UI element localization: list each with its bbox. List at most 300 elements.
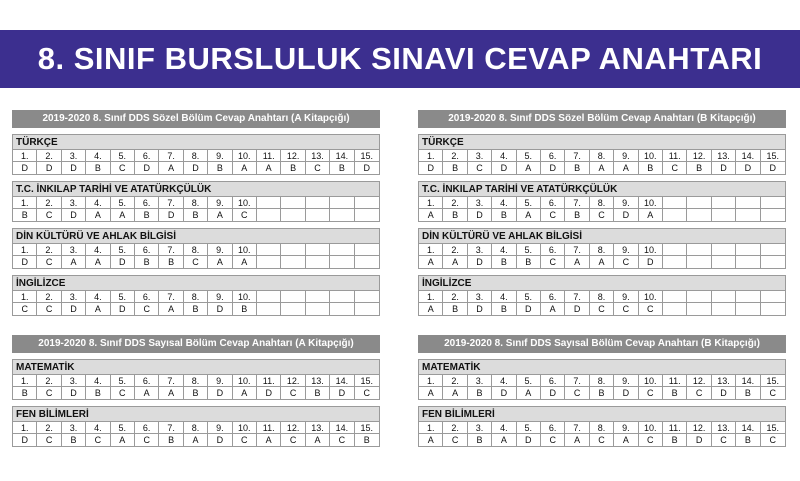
answer-cell: B	[281, 162, 305, 174]
question-number-cell: 9.	[208, 375, 232, 387]
question-number-cell: 6.	[541, 375, 565, 387]
question-number-cell: 9.	[614, 375, 638, 387]
question-number-cell	[687, 244, 711, 256]
answer-cell: C	[639, 303, 663, 315]
answer-cell: C	[135, 434, 159, 446]
answer-cell: C	[468, 162, 492, 174]
answer-cell: C	[541, 209, 565, 221]
answer-cell	[257, 303, 281, 315]
question-number-cell: 5.	[111, 197, 135, 209]
answer-cell: D	[135, 162, 159, 174]
answer-cell: D	[13, 434, 37, 446]
question-number-cell: 7.	[565, 244, 589, 256]
answer-cell: C	[639, 387, 663, 399]
question-number-cell: 2.	[443, 197, 467, 209]
question-number-cell: 9.	[208, 291, 232, 303]
question-number-cell: 11.	[257, 422, 281, 434]
question-number-cell: 10.	[233, 375, 257, 387]
answer-cell: A	[419, 303, 443, 315]
question-number-cell	[306, 197, 330, 209]
answer-section	[418, 275, 786, 316]
question-number-cell: 14.	[736, 150, 760, 162]
answer-grid	[419, 422, 785, 446]
question-number-cell: 1.	[419, 422, 443, 434]
answer-cell	[761, 303, 785, 315]
answer-cell: A	[443, 256, 467, 268]
question-number-cell: 2.	[37, 244, 61, 256]
question-number-cell: 5.	[111, 422, 135, 434]
question-number-cell: 10.	[233, 150, 257, 162]
answer-cell: B	[663, 387, 687, 399]
answer-cell	[330, 303, 354, 315]
question-number-cell: 4.	[492, 291, 516, 303]
answer-cell: D	[208, 434, 232, 446]
question-number-cell: 10.	[639, 422, 663, 434]
answer-section	[12, 228, 380, 269]
question-number-cell: 6.	[541, 150, 565, 162]
question-number-cell: 6.	[135, 291, 159, 303]
answer-cell: A	[159, 387, 183, 399]
question-number-cell: 3.	[62, 375, 86, 387]
question-number-cell	[330, 244, 354, 256]
answer-grid	[419, 244, 785, 268]
question-number-cell	[306, 291, 330, 303]
question-number-cell: 11.	[663, 422, 687, 434]
panel-title: 2019-2020 8. Sınıf DDS Sözel Bölüm Cevap Anahtarı (A Kitapçığı)	[12, 110, 380, 128]
answer-cell: C	[614, 256, 638, 268]
question-number-cell: 12.	[687, 150, 711, 162]
answer-cell: D	[614, 387, 638, 399]
answer-cell: B	[135, 209, 159, 221]
answer-cell: A	[233, 387, 257, 399]
answer-cell: B	[663, 434, 687, 446]
answer-cell: A	[443, 387, 467, 399]
question-number-cell: 3.	[468, 244, 492, 256]
question-number-cell: 2.	[443, 291, 467, 303]
answer-grid	[13, 197, 379, 221]
question-number-cell: 6.	[135, 244, 159, 256]
question-number-cell: 3.	[468, 291, 492, 303]
question-number-cell: 2.	[443, 422, 467, 434]
question-number-cell: 6.	[135, 422, 159, 434]
panel-sayisal-b	[418, 335, 786, 453]
answer-cell	[663, 303, 687, 315]
answer-cell: B	[233, 303, 257, 315]
question-number-cell: 7.	[159, 197, 183, 209]
answer-grid	[13, 291, 379, 315]
question-number-cell: 13.	[306, 422, 330, 434]
panel-title: 2019-2020 8. Sınıf DDS Sözel Bölüm Cevap Anahtarı (B Kitapçığı)	[418, 110, 786, 128]
question-number-cell: 8.	[184, 291, 208, 303]
answer-cell: A	[257, 162, 281, 174]
question-number-cell: 3.	[468, 197, 492, 209]
question-number-cell: 9.	[614, 291, 638, 303]
question-number-cell: 3.	[468, 150, 492, 162]
answer-cell: A	[590, 256, 614, 268]
question-number-cell: 15.	[761, 422, 785, 434]
section-heading: MATEMATİK	[13, 360, 379, 375]
question-number-cell: 5.	[517, 244, 541, 256]
question-number-cell: 8.	[590, 150, 614, 162]
answer-cell: C	[443, 434, 467, 446]
answer-cell: A	[306, 434, 330, 446]
answer-cell: A	[86, 256, 110, 268]
question-number-cell: 1.	[13, 422, 37, 434]
answer-section	[418, 228, 786, 269]
answer-cell: A	[135, 387, 159, 399]
answer-cell: A	[111, 434, 135, 446]
answer-cell: A	[233, 162, 257, 174]
answer-cell: C	[712, 434, 736, 446]
question-number-cell: 1.	[13, 291, 37, 303]
answer-cell: D	[517, 434, 541, 446]
question-number-cell: 5.	[111, 150, 135, 162]
answer-cell: A	[565, 256, 589, 268]
answer-cell: B	[330, 162, 354, 174]
answer-cell: A	[419, 387, 443, 399]
answer-cell	[355, 303, 379, 315]
answer-cell	[687, 209, 711, 221]
question-number-cell: 14.	[736, 422, 760, 434]
answer-cell	[761, 256, 785, 268]
answer-cell: A	[62, 256, 86, 268]
answer-cell: D	[111, 256, 135, 268]
answer-cell: B	[687, 162, 711, 174]
question-number-cell: 14.	[330, 375, 354, 387]
question-number-cell: 7.	[159, 422, 183, 434]
answer-cell: C	[111, 162, 135, 174]
question-number-cell: 14.	[330, 150, 354, 162]
answer-cell: B	[184, 387, 208, 399]
answer-cell: B	[184, 303, 208, 315]
answer-cell: C	[363, 388, 371, 398]
question-number-cell: 9.	[614, 244, 638, 256]
answer-cell: D	[468, 256, 492, 268]
answer-cell	[281, 303, 305, 315]
answer-cell	[330, 256, 354, 268]
answer-cell	[281, 209, 305, 221]
section-heading: DİN KÜLTÜRÜ VE AHLAK BİLGİSİ	[13, 229, 379, 244]
question-number-cell: 12.	[281, 150, 305, 162]
question-number-cell: 5.	[517, 197, 541, 209]
answer-cell	[257, 209, 281, 221]
answer-grid	[13, 422, 379, 446]
answer-cell: C	[614, 303, 638, 315]
question-number-cell: 10.	[233, 422, 257, 434]
answer-cell: A	[517, 162, 541, 174]
question-number-cell: 2.	[37, 197, 61, 209]
answer-cell: C	[590, 434, 614, 446]
answer-cell: B	[492, 209, 516, 221]
answer-cell: B	[736, 387, 760, 399]
answer-cell: A	[208, 209, 232, 221]
question-number-cell	[687, 197, 711, 209]
answer-cell: C	[37, 387, 61, 399]
answer-cell: C	[86, 434, 110, 446]
answer-cell: D	[541, 387, 565, 399]
panel-sozel-b	[418, 110, 786, 322]
answer-cell: C	[184, 256, 208, 268]
answer-cell	[330, 209, 354, 221]
question-number-cell: 8.	[590, 375, 614, 387]
question-number-cell: 12.	[687, 422, 711, 434]
question-number-cell	[712, 291, 736, 303]
answer-cell	[712, 303, 736, 315]
answer-cell	[712, 209, 736, 221]
question-number-cell: 2.	[37, 150, 61, 162]
question-number-cell: 7.	[565, 150, 589, 162]
question-number-cell: 12.	[281, 422, 305, 434]
answer-cell	[306, 256, 330, 268]
answer-cell: A	[208, 256, 232, 268]
answer-cell: B	[443, 303, 467, 315]
answer-cell: C	[687, 387, 711, 399]
answer-cell	[712, 256, 736, 268]
question-number-cell: 7.	[159, 375, 183, 387]
question-number-cell: 7.	[159, 244, 183, 256]
answer-section	[12, 406, 380, 447]
question-number-cell: 8.	[184, 375, 208, 387]
question-number-cell: 7.	[565, 375, 589, 387]
answer-cell: C	[37, 303, 61, 315]
question-number-cell: 5.	[111, 291, 135, 303]
question-number-cell: 5.	[111, 244, 135, 256]
answer-section	[418, 181, 786, 222]
answer-cell: B	[86, 162, 110, 174]
answer-grid	[419, 197, 785, 221]
panel-title: 2019-2020 8. Sınıf DDS Sayısal Bölüm Cevap Anahtarı (B Kitapçığı)	[418, 335, 786, 353]
question-number-cell: 3.	[62, 422, 86, 434]
panel-title: 2019-2020 8. Sınıf DDS Sayısal Bölüm Cevap Anahtarı (A Kitapçığı)	[12, 335, 380, 353]
answer-cell	[736, 256, 760, 268]
answer-cell: B	[736, 434, 760, 446]
question-number-cell: 11.	[663, 375, 687, 387]
answer-cell: A	[86, 303, 110, 315]
answer-cell: D	[62, 209, 86, 221]
answer-cell: A	[419, 256, 443, 268]
answer-cell: B	[159, 256, 183, 268]
answer-cell: D	[736, 162, 760, 174]
question-number-cell: 5.	[517, 150, 541, 162]
question-number-cell	[663, 197, 687, 209]
question-number-cell	[761, 197, 785, 209]
answer-cell: D	[208, 303, 232, 315]
answer-cell	[761, 209, 785, 221]
answer-cell: C	[541, 256, 565, 268]
question-number-cell: 8.	[590, 422, 614, 434]
question-number-cell: 3.	[62, 150, 86, 162]
answer-cell: D	[468, 209, 492, 221]
question-number-cell: 2.	[443, 375, 467, 387]
question-number-cell: 3.	[468, 375, 492, 387]
section-heading: FEN BİLİMLERİ	[13, 407, 379, 422]
question-number-cell	[281, 197, 305, 209]
answer-section	[12, 359, 380, 400]
question-number-cell: 13.	[306, 150, 330, 162]
answer-cell: C	[663, 162, 687, 174]
question-number-cell: 2.	[443, 150, 467, 162]
question-number-cell: 6.	[541, 197, 565, 209]
question-number-cell: 10.	[639, 150, 663, 162]
question-number-cell: 15.	[355, 422, 379, 434]
question-number-cell: 7.	[159, 291, 183, 303]
question-number-cell: 10.	[639, 244, 663, 256]
question-number-cell: 13.	[712, 150, 736, 162]
question-number-cell: 1.	[13, 150, 37, 162]
question-number-cell	[257, 291, 281, 303]
question-number-cell: 1.	[419, 150, 443, 162]
question-number-cell: 4.	[492, 244, 516, 256]
question-number-cell: 2.	[37, 375, 61, 387]
answer-cell: D	[37, 162, 61, 174]
question-number-cell: 10.	[233, 291, 257, 303]
question-number-cell: 8.	[184, 150, 208, 162]
question-number-cell: 11.	[257, 150, 281, 162]
question-number-cell	[355, 291, 379, 303]
question-number-cell: 7.	[565, 291, 589, 303]
question-number-cell: 10.	[639, 197, 663, 209]
answer-cell: B	[363, 435, 370, 445]
question-number-cell: 15.	[761, 150, 785, 162]
answer-section	[12, 181, 380, 222]
answer-cell: C	[306, 162, 330, 174]
question-number-cell: 1.	[13, 375, 37, 387]
answer-cell: B	[86, 387, 110, 399]
question-number-cell: 6.	[541, 244, 565, 256]
answer-cell	[257, 256, 281, 268]
answer-cell: B	[492, 303, 516, 315]
panel-sayisal-a	[12, 335, 380, 453]
question-number-cell	[663, 244, 687, 256]
answer-grid	[13, 375, 379, 399]
question-number-cell: 15.	[355, 150, 379, 162]
question-number-cell: 2.	[443, 244, 467, 256]
answer-cell: C	[111, 387, 135, 399]
question-number-cell: 3.	[468, 422, 492, 434]
answer-cell: D	[639, 256, 663, 268]
question-number-cell: 15.	[761, 375, 785, 387]
answer-cell: C	[769, 388, 777, 398]
answer-cell	[306, 209, 330, 221]
answer-cell: B	[443, 209, 467, 221]
question-number-cell: 7.	[159, 150, 183, 162]
answer-cell: B	[468, 387, 492, 399]
answer-cell: D	[13, 256, 37, 268]
question-number-cell: 8.	[590, 291, 614, 303]
answer-cell: D	[62, 162, 86, 174]
question-number-cell: 11.	[257, 375, 281, 387]
answer-cell: D	[712, 387, 736, 399]
question-number-cell	[663, 291, 687, 303]
question-number-cell: 6.	[135, 197, 159, 209]
question-number-cell: 5.	[517, 375, 541, 387]
answer-cell: D	[468, 303, 492, 315]
answer-cell: A	[614, 434, 638, 446]
question-number-cell: 1.	[419, 291, 443, 303]
question-number-cell: 3.	[62, 244, 86, 256]
question-number-cell: 6.	[135, 375, 159, 387]
answer-cell: D	[184, 162, 208, 174]
answer-cell: D	[13, 162, 37, 174]
answer-cell: B	[565, 209, 589, 221]
answer-cell: C	[135, 303, 159, 315]
section-heading: T.C. İNKILAP TARİHİ VE ATATÜRKÇÜLÜK	[13, 182, 379, 197]
answer-cell: D	[62, 303, 86, 315]
answer-cell: D	[363, 163, 371, 173]
answer-cell: B	[13, 209, 37, 221]
answer-cell: D	[492, 387, 516, 399]
question-number-cell: 15.	[355, 375, 379, 387]
answer-cell: B	[590, 387, 614, 399]
answer-cell: A	[257, 434, 281, 446]
question-number-cell: 4.	[492, 197, 516, 209]
question-number-cell: 1.	[419, 197, 443, 209]
answer-cell	[687, 303, 711, 315]
question-number-cell: 4.	[86, 150, 110, 162]
answer-cell: B	[159, 434, 183, 446]
answer-cell: D	[492, 162, 516, 174]
answer-cell: A	[517, 387, 541, 399]
question-number-cell	[306, 244, 330, 256]
question-number-cell: 10.	[639, 291, 663, 303]
answer-cell: A	[159, 303, 183, 315]
question-number-cell	[687, 291, 711, 303]
question-number-cell: 4.	[492, 375, 516, 387]
section-heading: İNGİLİZCE	[419, 276, 785, 291]
question-number-cell: 9.	[208, 150, 232, 162]
section-heading: TÜRKÇE	[13, 135, 379, 150]
question-number-cell: 1.	[419, 244, 443, 256]
question-number-cell: 10.	[639, 375, 663, 387]
answer-cell: A	[419, 434, 443, 446]
answer-cell: D	[208, 387, 232, 399]
answer-cell	[281, 256, 305, 268]
answer-cell: A	[86, 209, 110, 221]
answer-cell	[736, 303, 760, 315]
answer-cell: A	[419, 209, 443, 221]
answer-cell: C	[590, 303, 614, 315]
answer-cell: D	[62, 387, 86, 399]
answer-section	[12, 275, 380, 316]
answer-cell: A	[517, 209, 541, 221]
section-heading: FEN BİLİMLERİ	[419, 407, 785, 422]
answer-section	[418, 134, 786, 175]
question-number-cell: 1.	[419, 375, 443, 387]
section-heading: DİN KÜLTÜRÜ VE AHLAK BİLGİSİ	[419, 229, 785, 244]
answer-grid	[419, 291, 785, 315]
answer-cell: A	[184, 434, 208, 446]
question-number-cell: 2.	[37, 422, 61, 434]
question-number-cell: 5.	[517, 422, 541, 434]
answer-cell	[687, 256, 711, 268]
question-number-cell: 7.	[565, 197, 589, 209]
answer-cell: C	[769, 435, 777, 445]
question-number-cell: 2.	[37, 291, 61, 303]
answer-section	[418, 359, 786, 400]
answer-cell: D	[614, 209, 638, 221]
answer-cell: D	[565, 303, 589, 315]
question-number-cell: 13.	[712, 422, 736, 434]
answer-cell: C	[541, 434, 565, 446]
question-number-cell: 9.	[208, 244, 232, 256]
answer-cell: C	[590, 209, 614, 221]
question-number-cell: 4.	[86, 375, 110, 387]
question-number-cell: 6.	[541, 291, 565, 303]
question-number-cell: 8.	[590, 244, 614, 256]
question-number-cell	[736, 244, 760, 256]
question-number-cell: 14.	[330, 422, 354, 434]
question-number-cell: 7.	[565, 422, 589, 434]
